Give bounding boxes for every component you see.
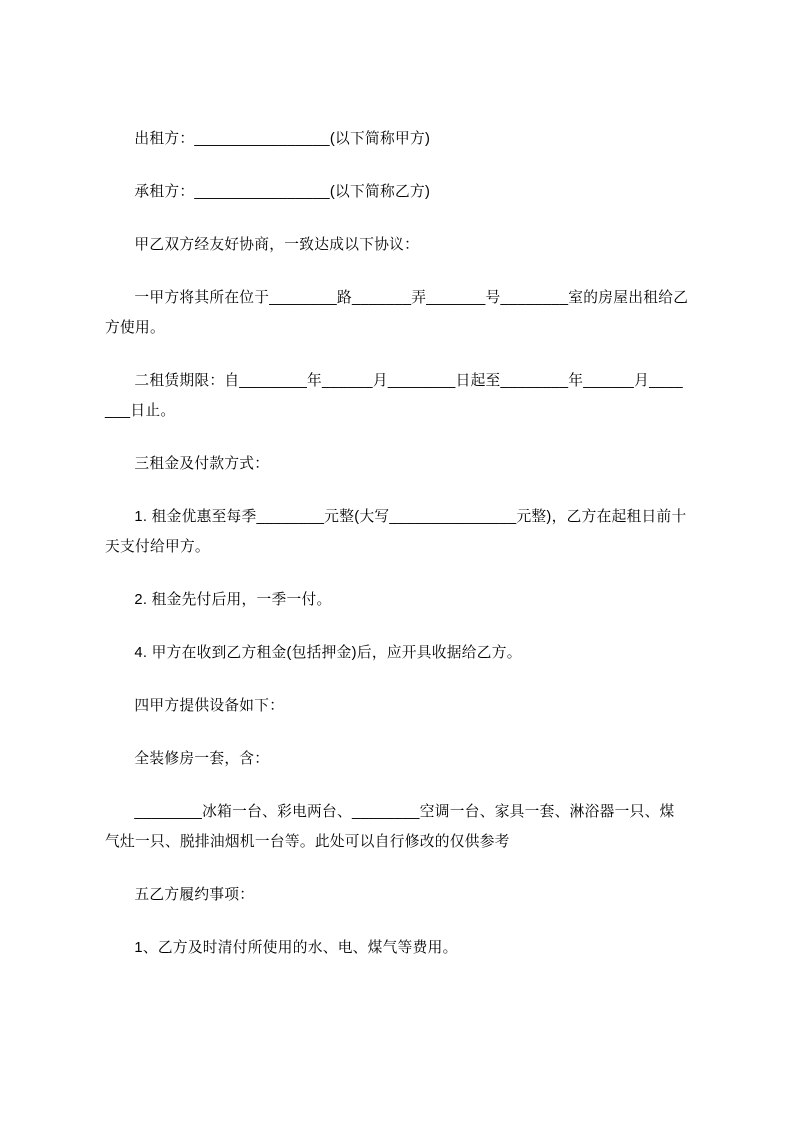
paragraph-clause-3-heading: 三租金及付款方式： (134, 456, 270, 472)
paragraph-clause-4-equipment-list: ________冰箱一台、彩电两台、________空调一台、家具一套、淋浴器一只、煤气灶一只、脱排油烟机一台等。此处可以自行修改的仅供参考 (105, 804, 675, 850)
paragraph-clause-4-furnished: 全装修房一套，含： (134, 751, 270, 767)
paragraph-clause-3-item-2: 2. 租金先付后用，一季一付。 (134, 592, 332, 608)
paragraph-lessor-line: 出租方：________________(以下简称甲方) (134, 131, 431, 147)
paragraph-lessee-line: 承租方：________________(以下简称乙方) (134, 184, 431, 200)
contract-body (105, 124, 689, 986)
paragraph-clause-5-heading: 五乙方履约事项： (134, 887, 255, 903)
paragraph-clause-4-heading: 四甲方提供设备如下： (134, 698, 285, 714)
paragraph-clause-3-item-4: 4. 甲方在收到乙方租金(包括押金)后，应开具收据给乙方。 (134, 645, 522, 661)
paragraph-agreement-intro: 甲乙双方经友好协商，一致达成以下协议： (134, 237, 420, 253)
paragraph-clause-3-item-1: 1. 租金优惠至每季________元整(大写_______________元整)，乙方在起租日前十天支付给甲方。 (105, 509, 687, 555)
paragraph-clause-2-term: 二租赁期限：自________年______月________日起至________年______月_______日止。 (105, 373, 683, 419)
paragraph-clause-1-address: 一甲方将其所在位于________路_______弄_______号________室的房屋出租给乙方使用。 (105, 290, 689, 336)
paragraph-clause-5-item-1: 1、乙方及时清付所使用的水、电、煤气等费用。 (134, 940, 458, 956)
